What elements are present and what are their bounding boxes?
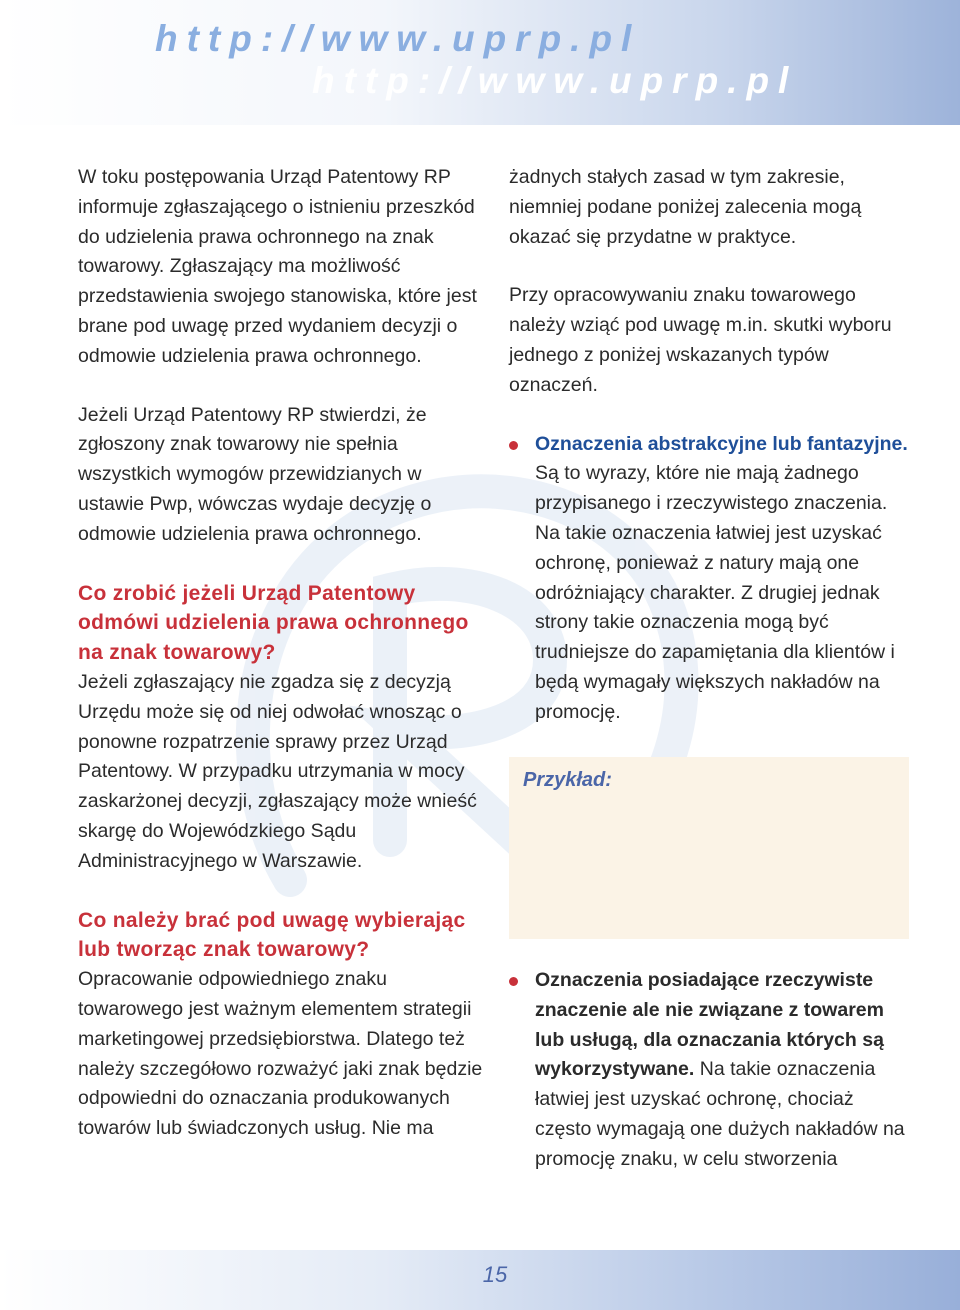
left-column (78, 163, 483, 1144)
left-paragraph-3: Jeżeli zgłaszający nie zgadza się z decyzją Urzędu może się od niej odwołać wnosząc o ponowne rozpatrzenie sprawy przez Urząd Patentowy. W przypadku utrzymania w mocy zaskarżonej decyzji, zgłaszający może wnieść skargę do Wojewódzkiego Sądu Administracyjnego w Warszawie. (78, 670, 477, 872)
bullet-2-lead: Oznaczenia posiadające rzeczywiste znaczenie ale nie związane z towarem lub usługą, dla oznaczania których są wykorzystywane. (535, 969, 884, 1081)
left-paragraph-4: Opracowanie odpowiedniego znaku towarowego jest ważnym elementem strategii marketingowej przedsiębiorstwa. Dlatego też należy szczegółowo rozważyć jaki znak będzie odpowiedni do oznaczania produkowanych towarów lub świadczonych usług. Nie ma (78, 968, 483, 1140)
left-paragraph-2: Jeżeli Urząd Patentowy RP stwierdzi, że zgłoszony znak towarowy nie spełnia wszystkich wymogów przewidzianych w ustawie Pwp, wówczas wydaje decyzję o odmowie udzielenia prawa ochronnego. (78, 403, 432, 545)
right-column-lower (509, 966, 914, 1175)
section-heading-choosing: Co należy brać pod uwagę wybierając lub tworząc znak towarowy? (78, 908, 466, 962)
right-paragraph-1: żadnych stałych zasad w tym zakresie, niemniej podane poniżej zalecenia mogą okazać się przydatne w praktyce. (509, 166, 862, 248)
bullet-dot-icon (509, 441, 518, 450)
header-url-echo: http://www.uprp.pl (312, 60, 798, 101)
header-url: http://www.uprp.pl (155, 18, 641, 59)
bullet-abstract-marks (509, 430, 914, 728)
page-number: 15 (482, 1262, 508, 1287)
right-column (509, 163, 914, 728)
bullet-1-text: Są to wyrazy, które nie mają żadnego przypisanego i rzeczywistego znaczenia. Na takie oznaczenia łatwiej jest uzyskać ochronę, ponieważ z natury mają one odróżniający charakter. Z drugiej jednak strony takie oznaczenia mogą być trudniejsze do zapamiętania dla klientów i będą wymagały większych nakładów na promocję. (535, 462, 895, 723)
bullet-dot-icon (509, 977, 518, 986)
bullet-1-lead: Oznaczenia abstrakcyjne lub fantazyjne. (535, 432, 908, 455)
bullet-meaningful-marks (509, 966, 914, 1175)
section-heading-refusal: Co zrobić jeżeli Urząd Patentowy odmówi udzielenia prawa ochronnego na znak towarowy? (78, 581, 469, 665)
example-box (509, 757, 909, 939)
bullet-2-text: Na takie oznaczenia łatwiej jest uzyskać ochronę, chociaż często wymagają one dużych nakładów na promocję znaku, w celu stworzenia (535, 1058, 905, 1170)
example-label: Przykład: (523, 769, 612, 791)
left-paragraph-1: W toku postępowania Urząd Patentowy RP informuje zgłaszającego o istnieniu przeszkód do udzielenia prawa ochronnego na znak towarowy. Zgłaszający ma możliwość przedstawienia swojego stanowiska, które jest brane pod uwagę przed wydaniem decyzji o odmowie udzielenia prawa ochronnego. (78, 166, 477, 367)
right-paragraph-2: Przy opracowywaniu znaku towarowego należy wziąć pod uwagę m.in. skutki wyboru jednego z poniżej wskazanych typów oznaczeń. (509, 284, 892, 396)
